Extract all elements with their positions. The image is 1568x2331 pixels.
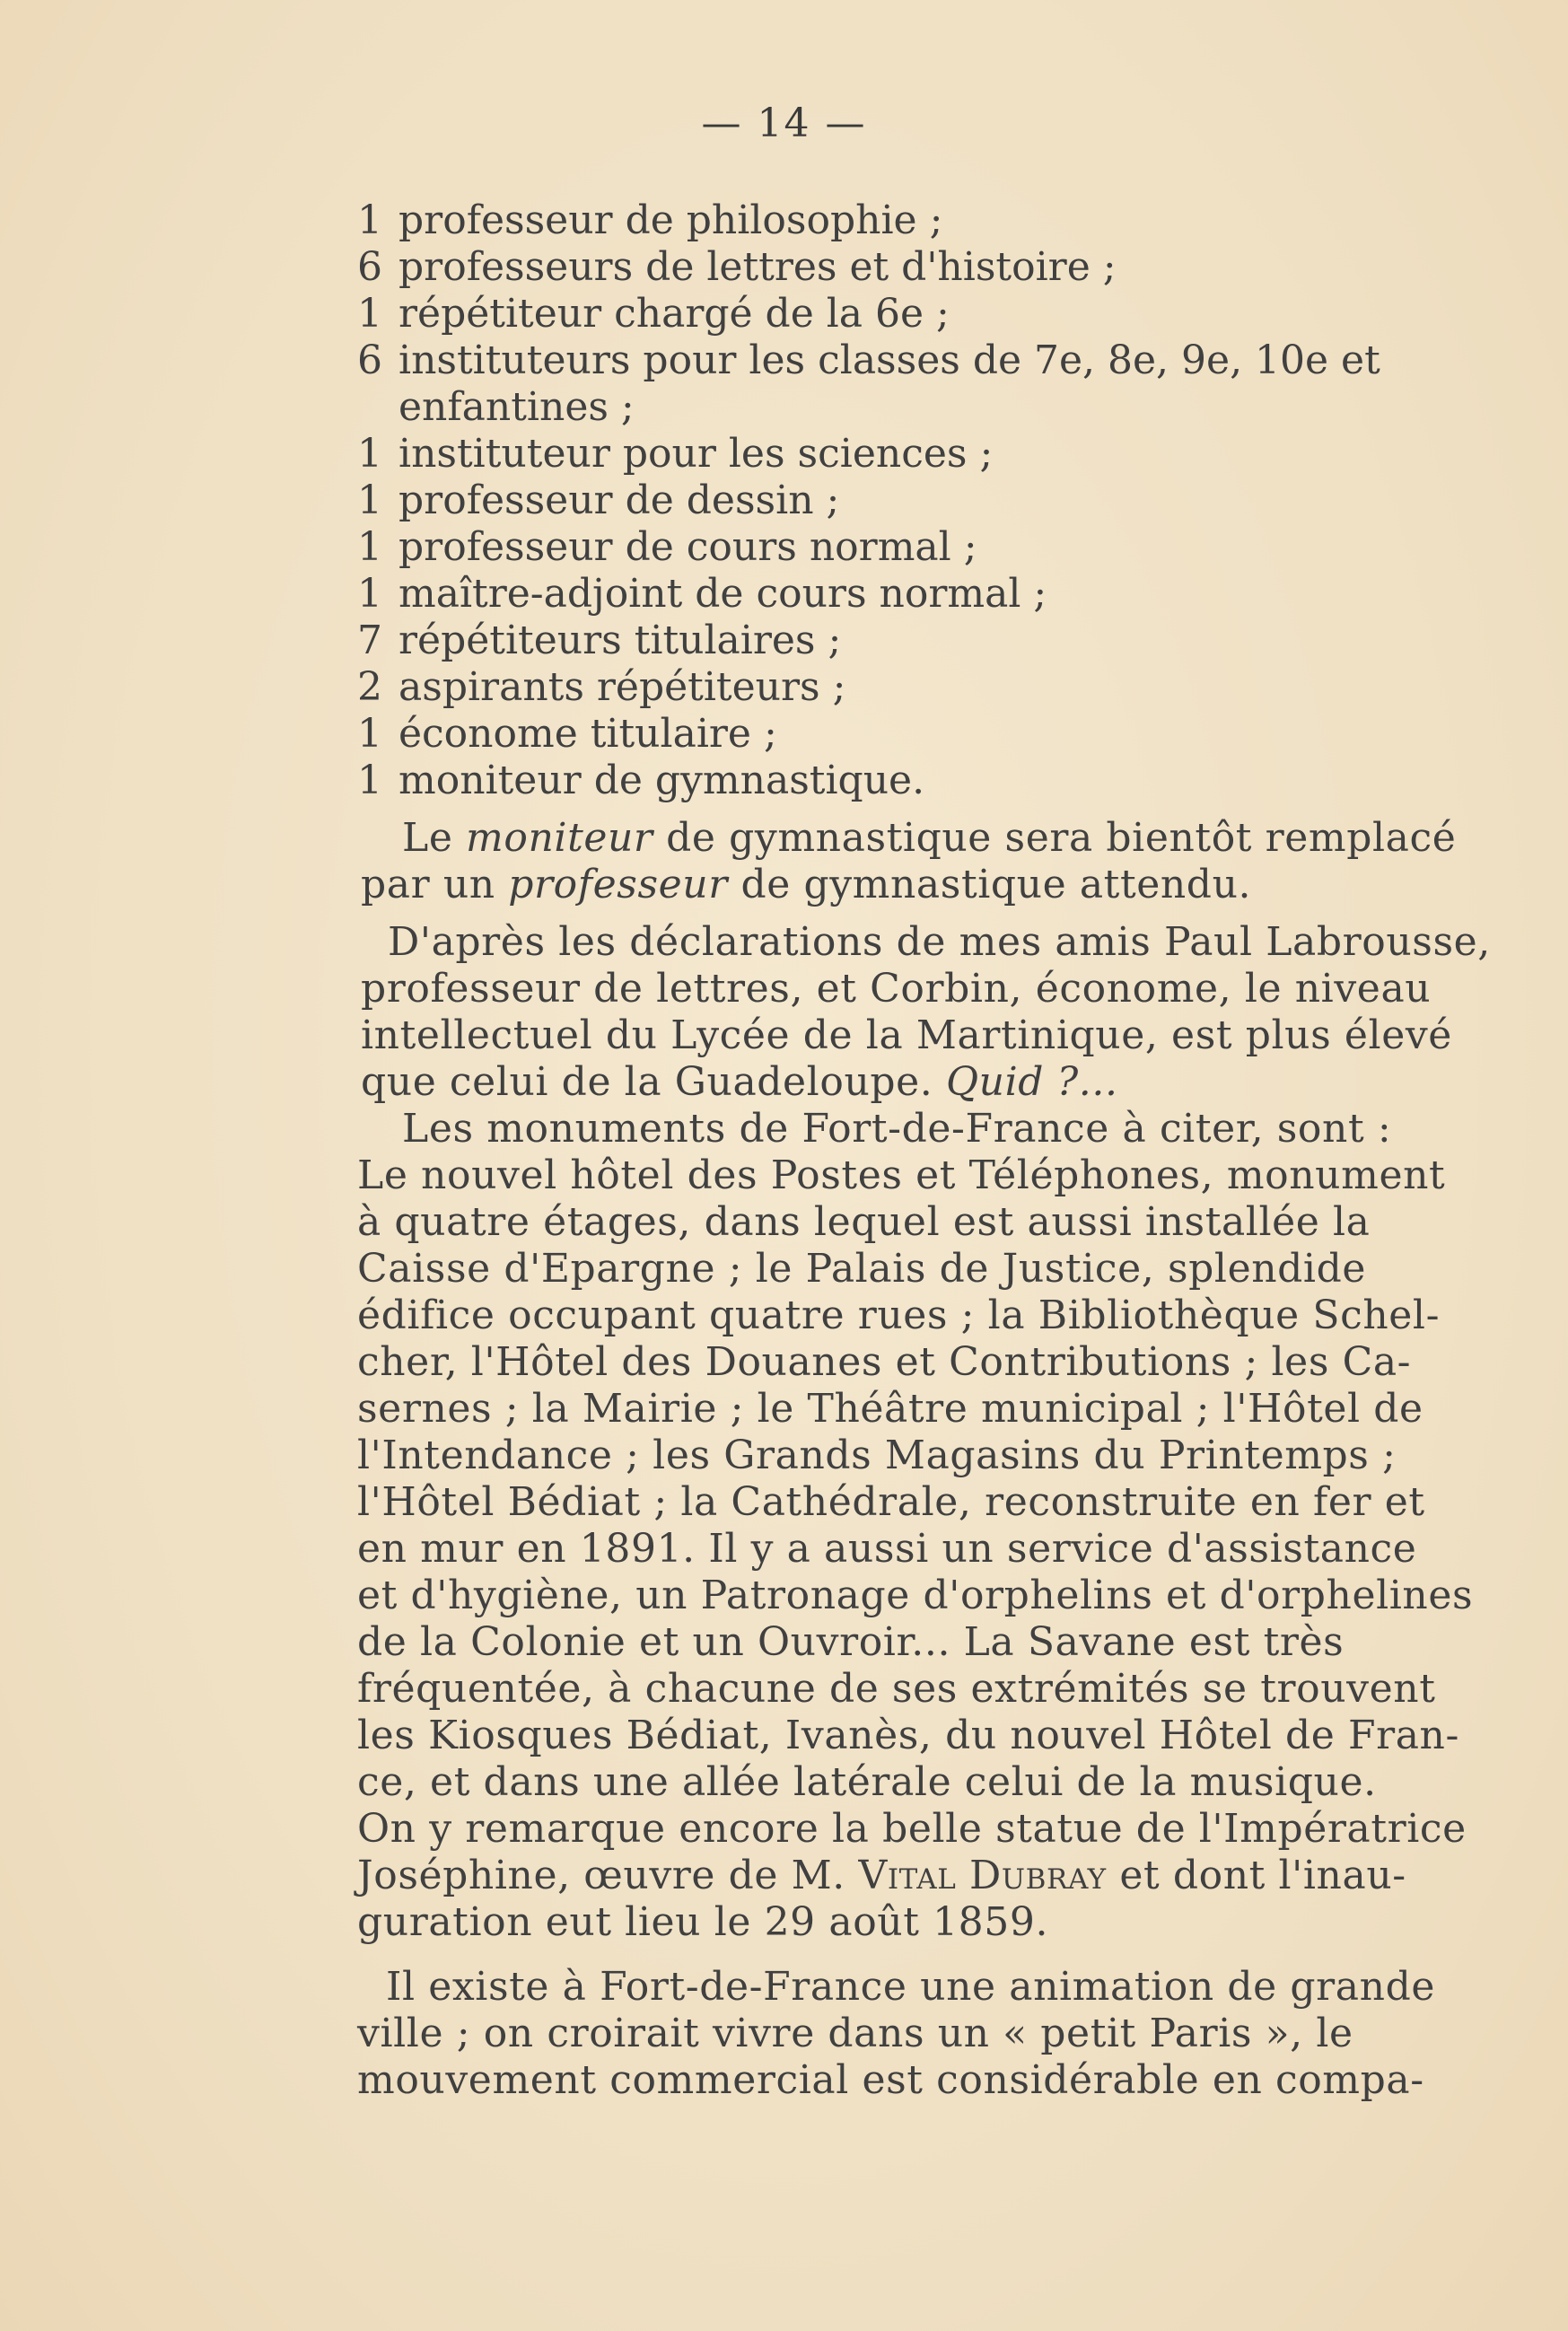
paragraph-line: D'après les déclarations de mes amis Paul Labrousse,	[388, 919, 1491, 965]
item-count: 1	[357, 524, 382, 570]
paragraph-line: guration eut lieu le 29 août 1859.	[357, 1899, 1049, 1945]
text-run: et dont l'inau-	[1106, 1853, 1406, 1898]
item-count: 1	[357, 291, 382, 337]
paragraph-line: mouvement commercial est considérable en compa-	[357, 2057, 1424, 2103]
paragraph-line: à quatre étages, dans lequel est aussi installée la	[357, 1199, 1371, 1245]
paragraph-line: On y remarque encore la belle statue de l'Impératrice	[357, 1806, 1467, 1852]
paragraph-line	[357, 1853, 1406, 1899]
item-count: 7	[357, 618, 382, 663]
list-item	[357, 618, 841, 664]
paragraph-line	[402, 815, 1456, 862]
text-run: par un	[361, 862, 509, 907]
item-count: 6	[357, 337, 382, 383]
text-run: que celui de la Guadeloupe.	[361, 1059, 946, 1105]
emphasis-text: moniteur	[466, 815, 653, 861]
paragraph-line: ce, et dans une allée latérale celui de la musique.	[357, 1759, 1377, 1805]
paragraph-line: Les monuments de Fort-de-France à citer, sont :	[402, 1106, 1392, 1152]
item-text: aspirants répétiteurs ;	[399, 664, 846, 710]
paragraph-line: Caisse d'Epargne ; le Palais de Justice, splendide	[357, 1246, 1367, 1292]
item-text: moniteur de gymnastique.	[399, 758, 925, 803]
item-count: 6	[357, 244, 382, 290]
item-count: 1	[357, 431, 382, 477]
paragraph-line: l'Intendance ; les Grands Magasins du Printemps ;	[357, 1433, 1397, 1478]
paragraph-line: ville ; on croirait vivre dans un « petit Paris », le	[357, 2011, 1353, 2056]
paragraph-line: intellectuel du Lycée de la Martinique, est plus élevé	[361, 1012, 1452, 1058]
paragraph-line: les Kiosques Bédiat, Ivanès, du nouvel Hôtel de Fran-	[357, 1713, 1459, 1758]
item-text: enfantines ;	[399, 384, 635, 430]
list-item	[357, 337, 1380, 384]
paragraph-line: en mur en 1891. Il y a aussi un service d'assistance	[357, 1526, 1417, 1572]
emphasis-text: professeur	[508, 862, 728, 907]
text-run: de gymnastique attendu.	[727, 862, 1252, 907]
item-count: 2	[357, 664, 382, 710]
item-text: répétiteur chargé de la 6e ;	[399, 291, 950, 337]
list-item	[357, 571, 1047, 618]
item-text: instituteurs pour les classes de 7e, 8e, 9e, 10e et	[399, 337, 1380, 383]
text-run: Joséphine, œuvre de M.	[357, 1853, 859, 1898]
list-item	[357, 244, 1117, 291]
paragraph-line: édifice occupant quatre rues ; la Bibliothèque Schel-	[357, 1293, 1441, 1338]
paragraph-line	[361, 1059, 1118, 1106]
paragraph-line: Le nouvel hôtel des Postes et Téléphones, monument	[357, 1152, 1446, 1198]
item-text: économe titulaire ;	[399, 711, 777, 757]
item-text: maître-adjoint de cours normal ;	[399, 571, 1047, 617]
item-text: répétiteurs titulaires ;	[399, 618, 842, 663]
paragraph-line: sernes ; la Mairie ; le Théâtre municipal ; l'Hôtel de	[357, 1386, 1423, 1432]
list-item	[357, 524, 977, 571]
list-item	[357, 384, 635, 431]
paragraph-line: Il existe à Fort-de-France une animation de grande	[386, 1964, 1435, 2010]
item-text: instituteur pour les sciences ;	[399, 431, 994, 477]
item-count: 1	[357, 711, 382, 757]
paragraph-line: cher, l'Hôtel des Douanes et Contributions ; les Ca-	[357, 1339, 1412, 1385]
list-item	[357, 758, 924, 804]
list-item	[357, 478, 839, 524]
paragraph-line: l'Hôtel Bédiat ; la Cathédrale, reconstruite en fer et	[357, 1479, 1425, 1525]
list-item	[357, 197, 942, 244]
text-run: de gymnastique sera bientôt remplacé	[653, 815, 1457, 861]
paragraph-line: professeur de lettres, et Corbin, économe, le niveau	[361, 966, 1432, 1012]
paragraph-line	[361, 862, 1251, 908]
emphasis-text: Quid ?...	[945, 1059, 1118, 1105]
list-item	[357, 431, 993, 478]
text-run: Le	[402, 815, 467, 861]
item-text: professeur de philosophie ;	[399, 197, 943, 243]
item-count: 1	[357, 758, 382, 803]
item-text: professeur de cours normal ;	[399, 524, 977, 570]
paragraph-line: de la Colonie et un Ouvroir... La Savane est très	[357, 1619, 1345, 1665]
item-count: 1	[357, 197, 382, 243]
paragraph-line: fréquentée, à chacune de ses extrémités se trouvent	[357, 1666, 1436, 1712]
paragraph-line: et d'hygiène, un Patronage d'orphelins et d'orphelines	[357, 1573, 1474, 1618]
item-count: 1	[357, 571, 382, 617]
page-number: — 14 —	[701, 101, 867, 146]
item-text: professeurs de lettres et d'histoire ;	[399, 244, 1117, 290]
list-item	[357, 664, 845, 711]
item-count: 1	[357, 478, 382, 523]
list-item	[357, 711, 777, 758]
author-name: Vital Dubray	[858, 1853, 1107, 1898]
item-text: professeur de dessin ;	[399, 478, 840, 523]
list-item	[357, 291, 950, 337]
